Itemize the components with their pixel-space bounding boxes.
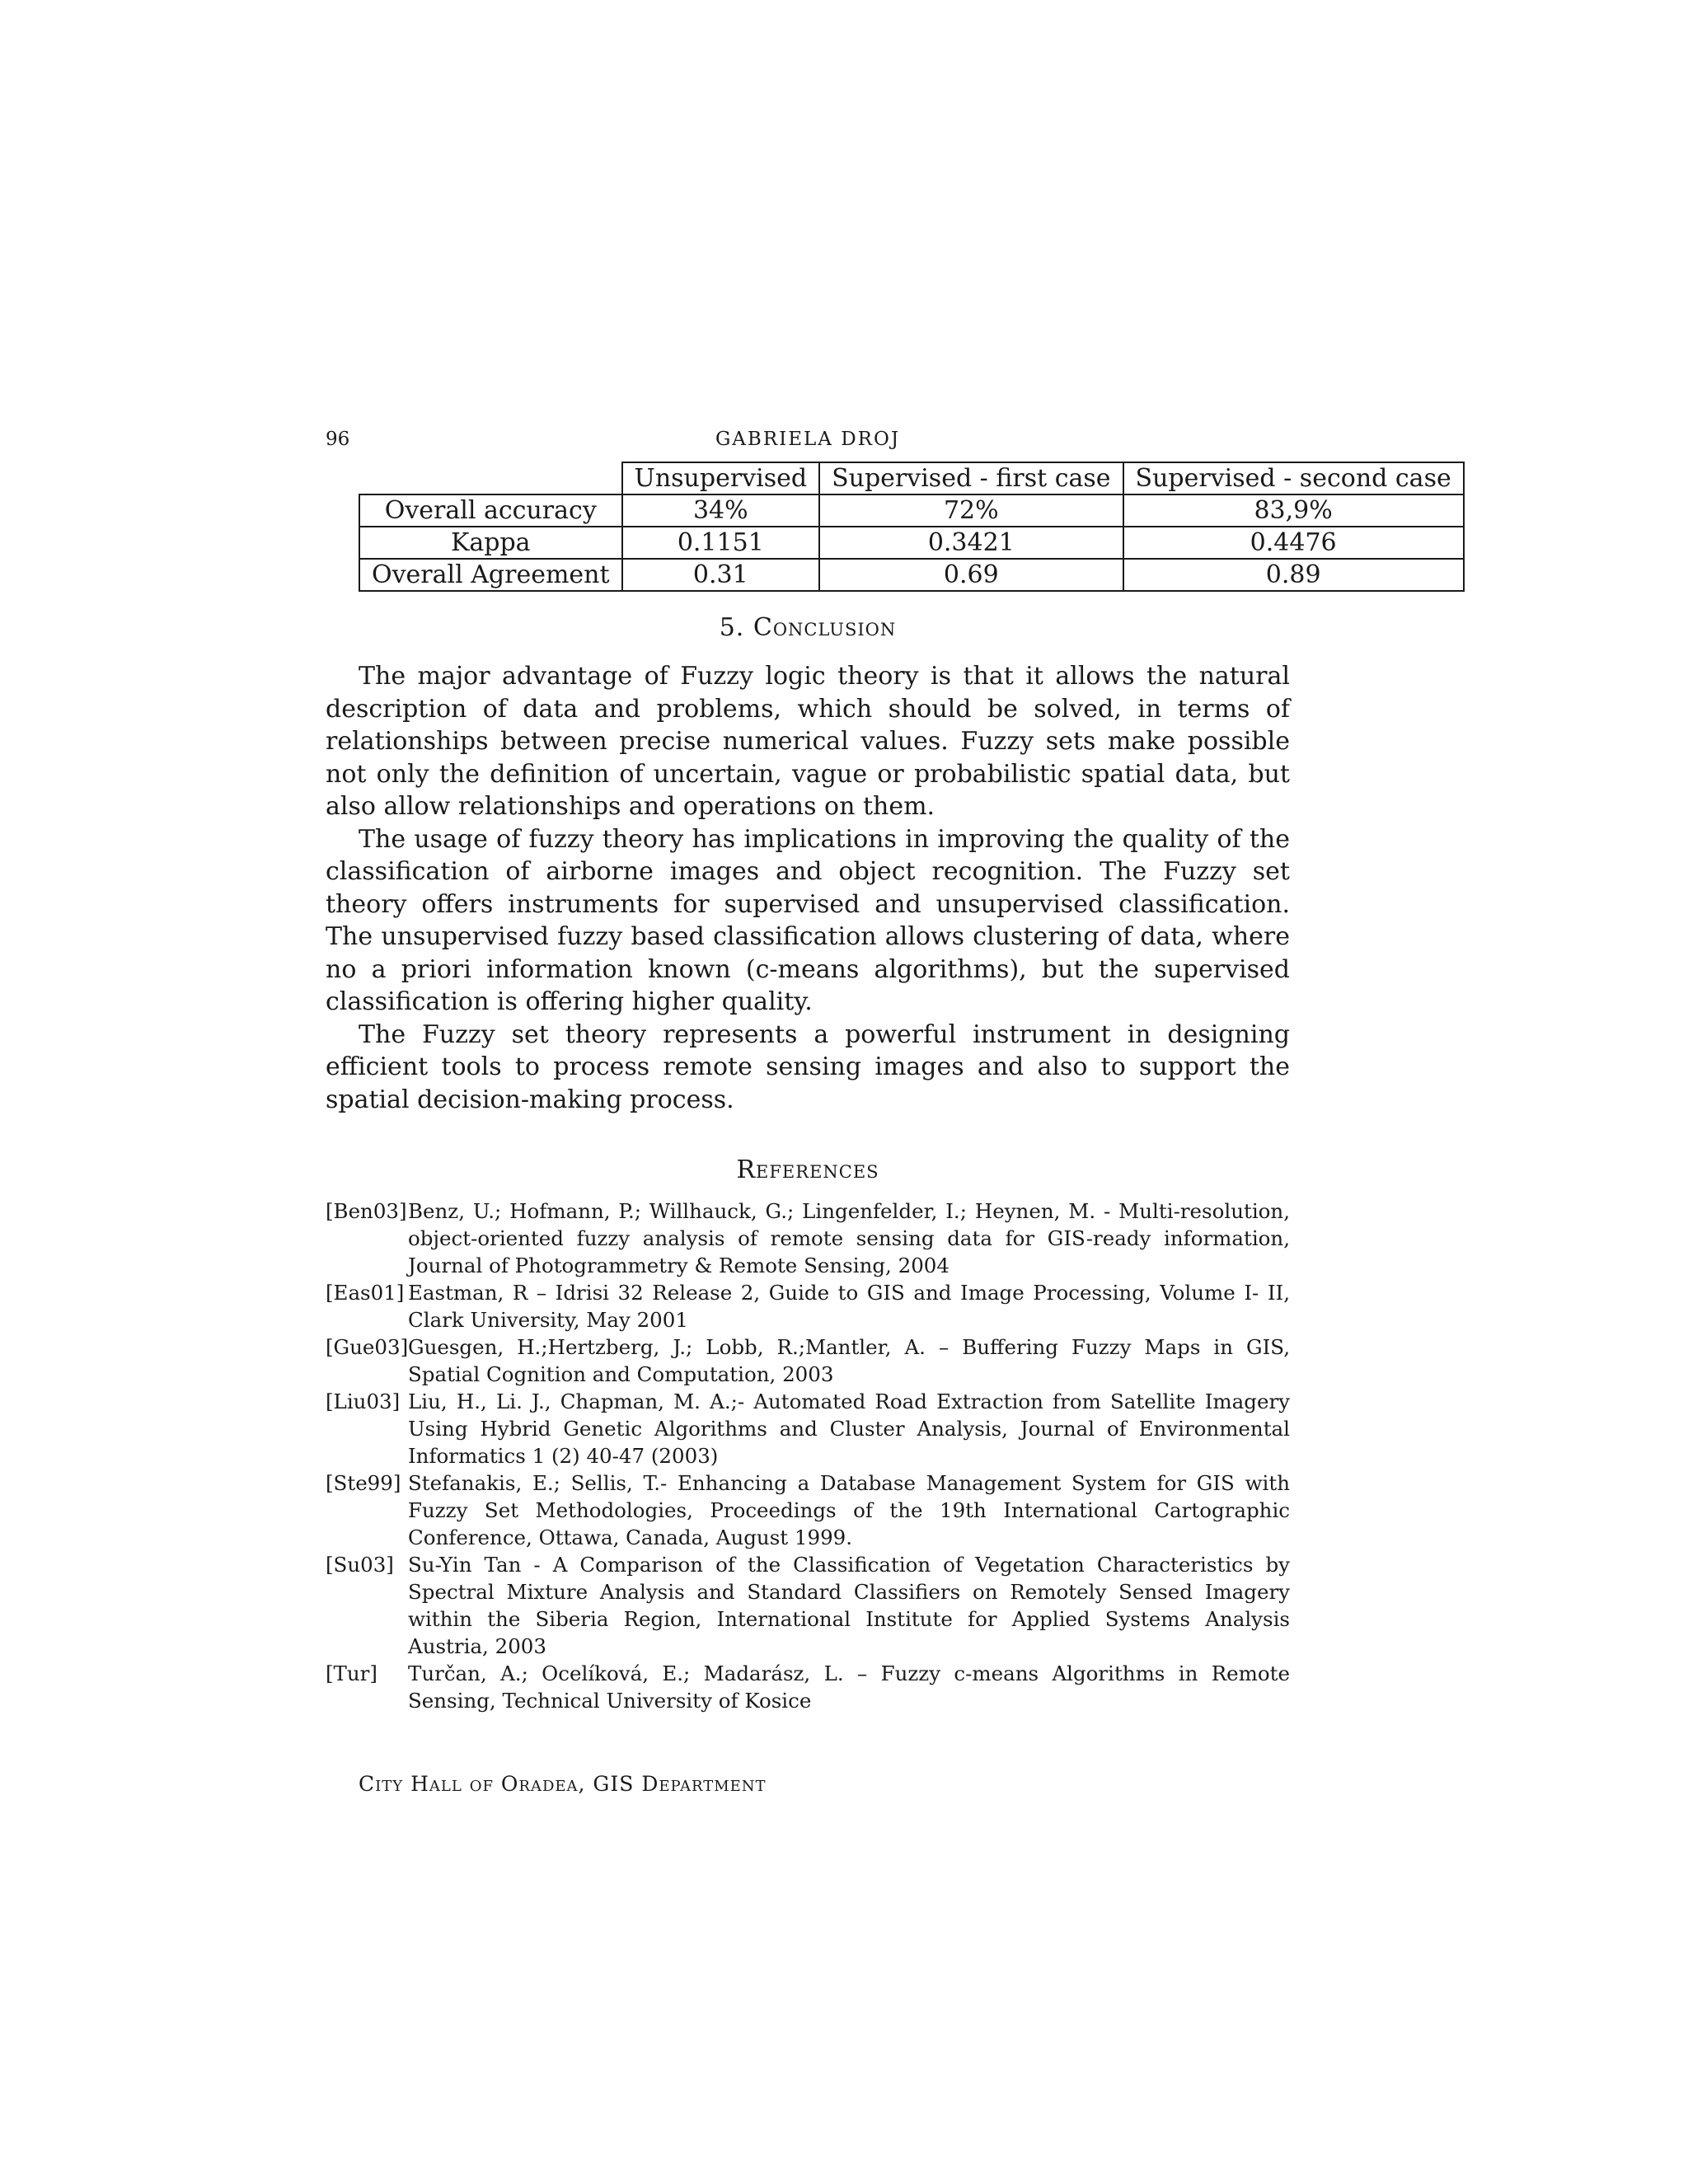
- conclusion-paragraph: The major advantage of Fuzzy logic theory is that it allows the natural description of data and problems, which should be solved, in terms of relationships between precise numerical values. Fuzzy sets make possible not only the definition of uncertain, vague or probabilistic spatial data, but also allow relationships and operations on them.: [326, 662, 1290, 821]
- table-cell: 0.31: [622, 559, 820, 591]
- reference-key: [Gue03]: [326, 1335, 409, 1359]
- reference-text: Benz, U.; Hofmann, P.; Willhauck, G.; Lingenfelder, I.; Heynen, M. - Multi-resolution, object-oriented fuzzy analysis of remote sensing data for GIS-ready information, Journal of Photogrammetry & Remote Sensing, 2004: [408, 1199, 1290, 1277]
- conclusion-paragraph: The Fuzzy set theory represents a powerful instrument in designing efficient tools to process remote sensing images and also to support the spatial decision-making process.: [326, 1019, 1290, 1114]
- reference-item: [326, 1333, 1290, 1388]
- table-corner-cell: [359, 462, 622, 494]
- reference-text: Eastman, R – Idrisi 32 Release 2, Guide to GIS and Image Processing, Volume I- II, Clark University, May 2001: [408, 1281, 1290, 1332]
- reference-item: [326, 1279, 1290, 1333]
- table-row: [359, 527, 1464, 559]
- table-row: [359, 559, 1464, 591]
- table-header-cell: Supervised - first case: [819, 462, 1123, 494]
- running-head: [326, 429, 1290, 458]
- reference-list: [326, 1197, 1290, 1714]
- reference-key: [Ben03]: [326, 1199, 407, 1223]
- table-cell: 0.69: [819, 559, 1123, 591]
- reference-item: [326, 1197, 1290, 1279]
- table-cell: 0.89: [1123, 559, 1464, 591]
- reference-text: Su-Yin Tan - A Comparison of the Classification of Vegetation Characteristics by Spectral Mixture Analysis and Standard Classifiers on Remotely Sensed Imagery within the Siberia Region, International Institute for Applied Systems Analysis Austria, 2003: [408, 1553, 1290, 1658]
- reference-key: [Tur]: [326, 1661, 377, 1685]
- table-cell: 72%: [819, 494, 1123, 527]
- section-title-conclusion: 5. Conclusion: [719, 613, 897, 642]
- table-cell: 83,9%: [1123, 494, 1464, 527]
- conclusion-paragraph: The usage of fuzzy theory has implications in improving the quality of the classification of airborne images and object recognition. The Fuzzy set theory offers instruments for supervised and unsupervised classification. The unsupervised fuzzy based classification allows clustering of data, where no a priori information known (c-means algorithms), but the supervised classification is offering higher quality.: [326, 824, 1290, 1016]
- table-row-label: Overall accuracy: [359, 494, 622, 527]
- page-number: 96: [326, 429, 350, 450]
- table-row: [359, 494, 1464, 527]
- reference-key: [Su03]: [326, 1553, 394, 1577]
- reference-text: Stefanakis, E.; Sellis, T.- Enhancing a Database Management System for GIS with Fuzzy Set Methodologies, Proceedings of the 19th International Cartographic Conference, Ottawa, Canada, August 1999.: [408, 1471, 1290, 1549]
- reference-item: [326, 1551, 1290, 1660]
- reference-item: [326, 1469, 1290, 1551]
- reference-item: [326, 1388, 1290, 1469]
- reference-text: Guesgen, H.;Hertzberg, J.; Lobb, R.;Mantler, A. – Buffering Fuzzy Maps in GIS, Spatial Cognition and Computation, 2003: [408, 1335, 1290, 1386]
- paper-page: [326, 429, 1451, 1796]
- table-header-cell: Supervised - second case: [1123, 462, 1464, 494]
- running-head-author: GABRIELA DROJ: [715, 429, 901, 450]
- table-row-label: Kappa: [359, 527, 622, 559]
- table-header-cell: Unsupervised: [622, 462, 820, 494]
- reference-text: Turčan, A.; Ocelíková, E.; Madarász, L. – Fuzzy c-means Algorithms in Remote Sensing, Technical University of Kosice: [408, 1661, 1290, 1713]
- reference-key: [Eas01]: [326, 1281, 405, 1305]
- reference-key: [Ste99]: [326, 1471, 401, 1495]
- table-cell: 0.1151: [622, 527, 820, 559]
- table-header-row: [359, 462, 1464, 494]
- table-cell: 0.3421: [819, 527, 1123, 559]
- results-table: [359, 462, 1465, 592]
- reference-text: Liu, H., Li. J., Chapman, M. A.;- Automated Road Extraction from Satellite Imagery Using Hybrid Genetic Algorithms and Cluster Analysis, Journal of Environmental Informatics 1 (2) 40-47 (2003): [408, 1390, 1290, 1468]
- table-cell: 0.4476: [1123, 527, 1464, 559]
- reference-item: [326, 1660, 1290, 1714]
- table-cell: 34%: [622, 494, 820, 527]
- section-title-references: References: [736, 1155, 879, 1184]
- reference-key: [Liu03]: [326, 1390, 401, 1413]
- table-row-label: Overall Agreement: [359, 559, 622, 591]
- author-affiliation: City Hall of Oradea, GIS Department: [359, 1772, 767, 1796]
